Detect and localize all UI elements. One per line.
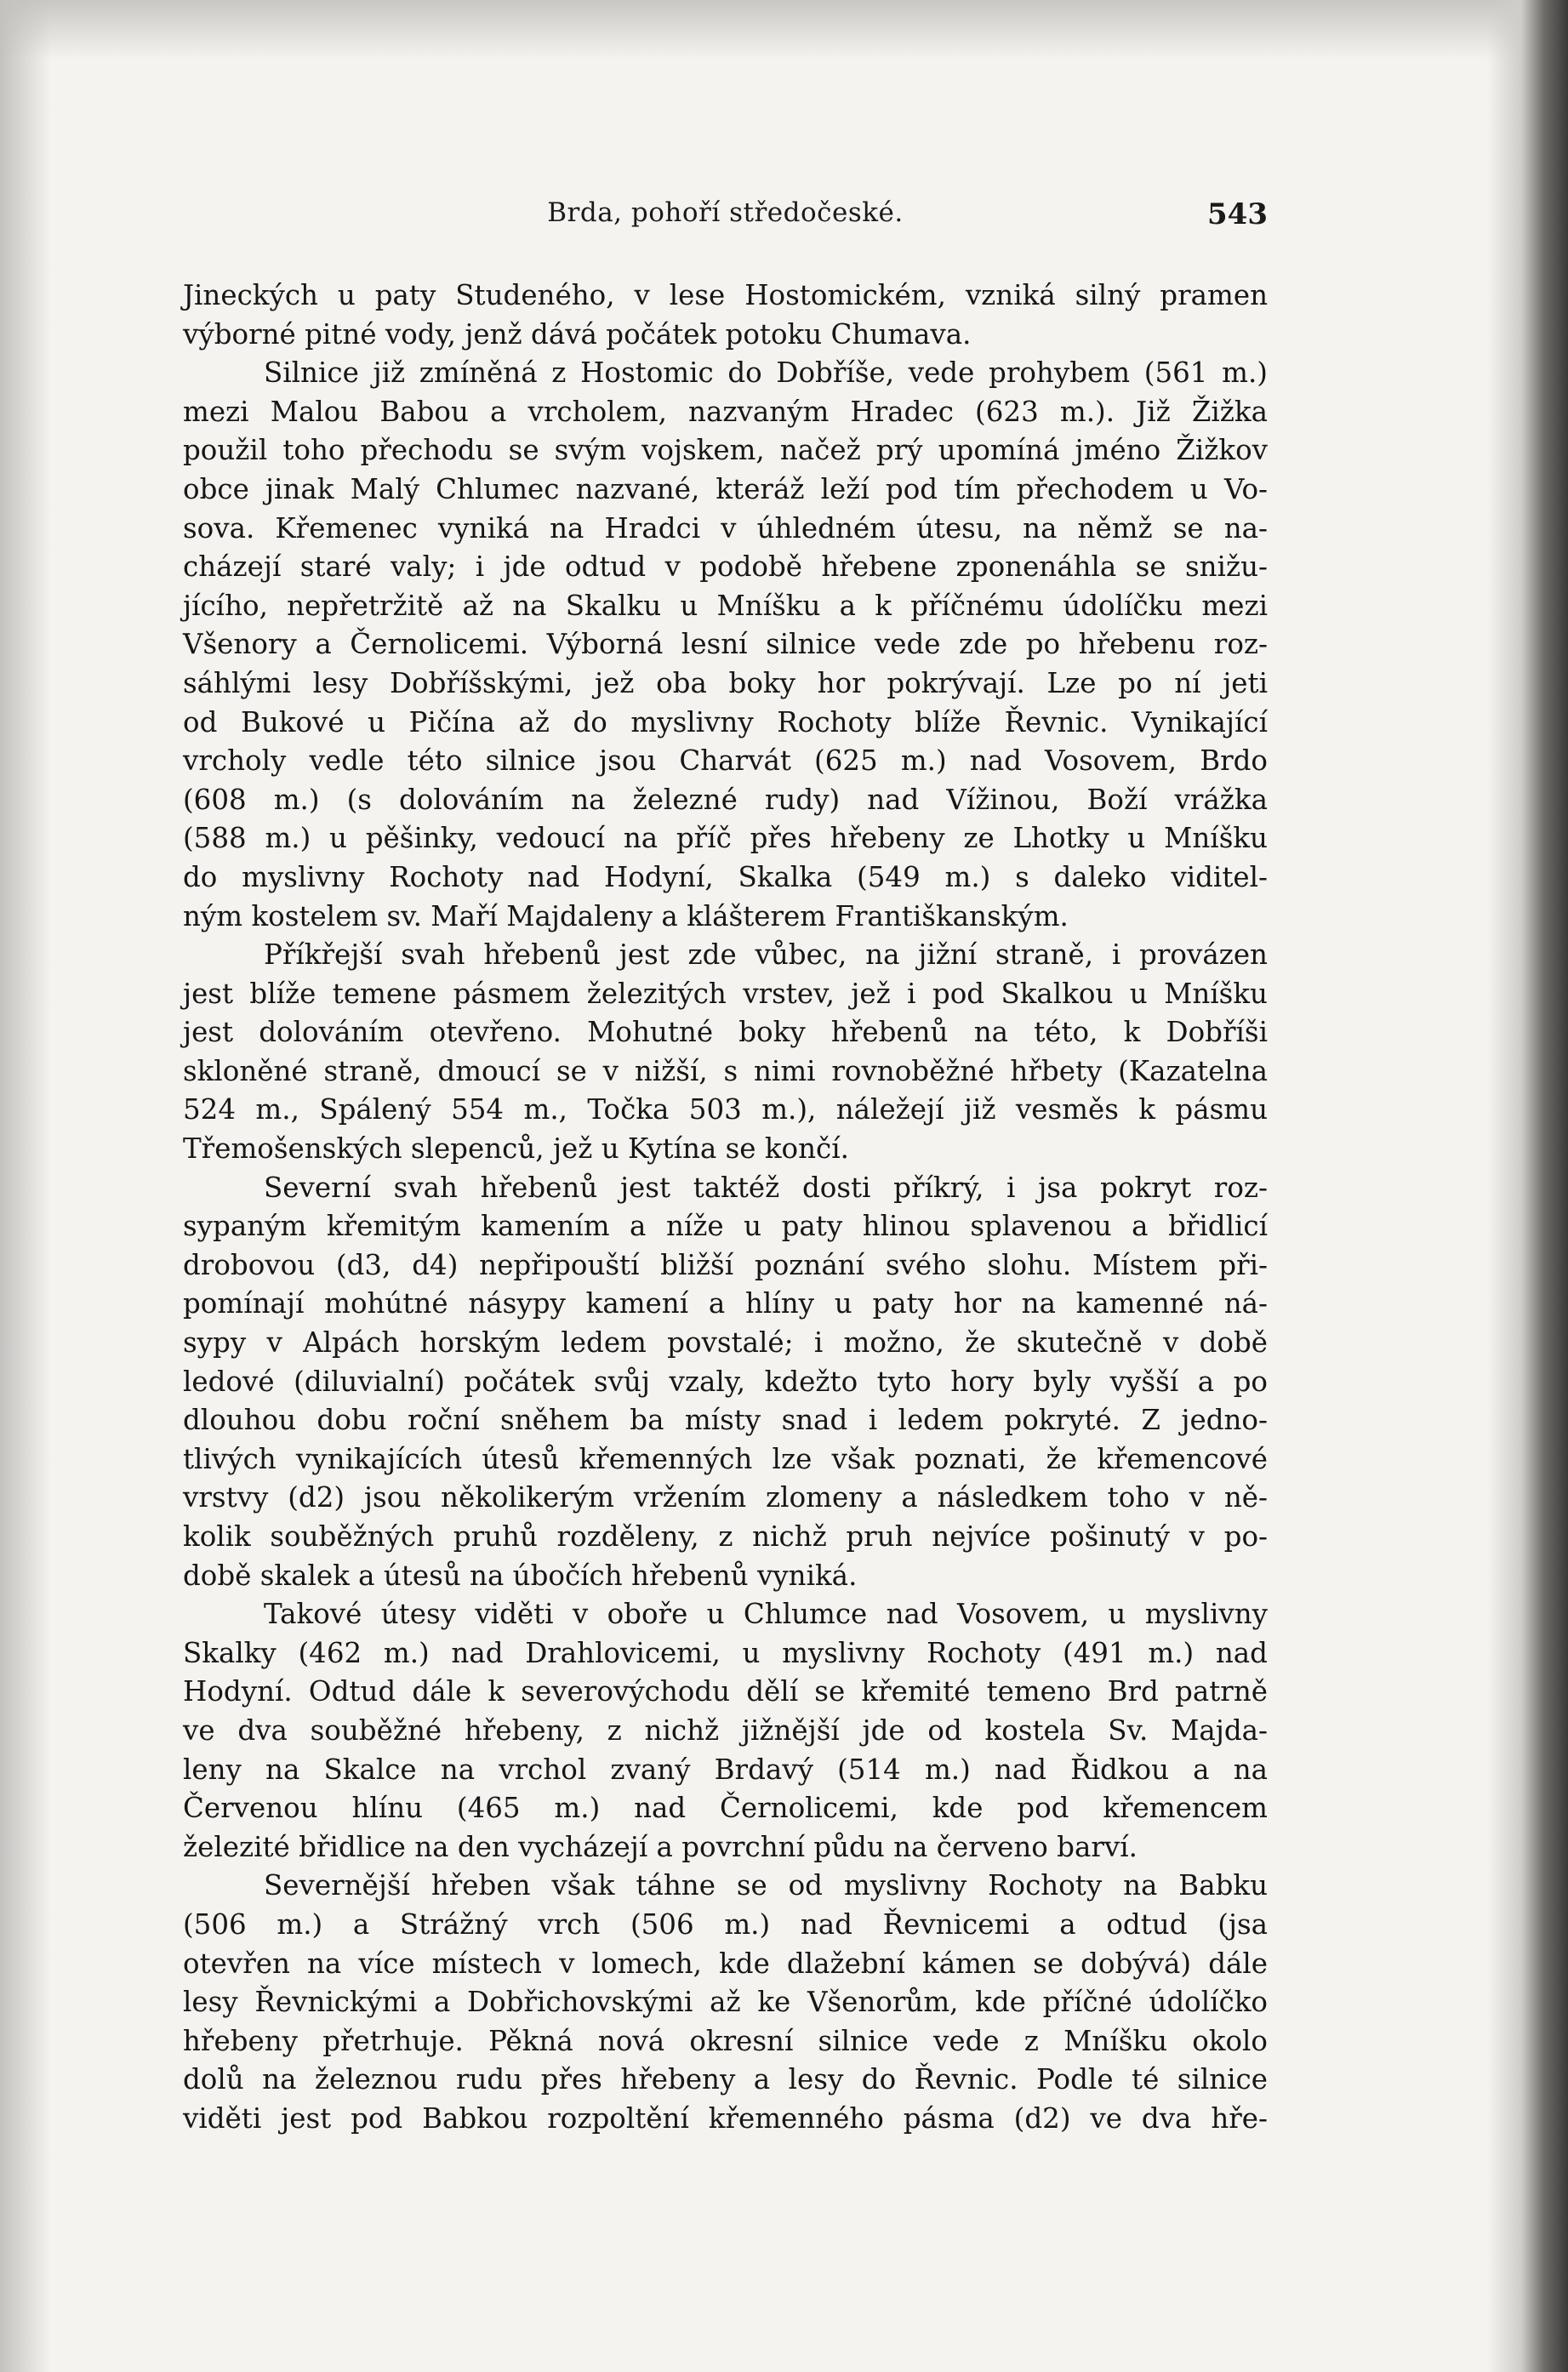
paragraph-1	[183, 277, 1268, 354]
text-line: Takové útesy viděti v oboře u Chlumce nad Vosovem, u myslivny	[264, 1598, 1268, 1631]
text-line: hřebeny přetrhuje. Pěkná nová okresní silnice vede z Mníšku okolo	[183, 2024, 1268, 2057]
text-line: ným kostelem sv. Maří Majdaleny a klášterem Františkanským.	[183, 899, 1069, 932]
scan-shadow-top	[0, 0, 1568, 60]
text-line: sáhlými lesy Dobříšskými, jež oba boky hor pokrývají. Lze po ní jeti	[183, 666, 1268, 699]
text-line: dlouhou dobu roční sněhem ba místy snad i ledem pokryté. Z jedno-	[183, 1404, 1268, 1437]
text-line: lesy Řevnickými a Dobřichovskými až ke Všenorům, kde příčné údolíčko	[183, 1986, 1268, 2019]
text-line: Hodyní. Odtud dále k severovýchodu dělí se křemité temeno Brd patrně	[183, 1675, 1268, 1708]
text-line: sova. Křemenec vyniká na Hradci v úhledném útesu, na němž se na-	[183, 511, 1268, 545]
text-line: od Bukové u Pičína až do myslivny Rochoty blíže Řevnic. Vynikající	[183, 705, 1268, 738]
text-line: železité břidlice na den vycházejí a povrchní půdu na červeno barví.	[183, 1830, 1138, 1863]
text-line: 524 m., Spálený 554 m., Točka 503 m.), náležejí již vesměs k pásmu	[183, 1093, 1268, 1126]
text-line: Všenory a Černolicemi. Výborná lesní silnice vede zde po hřebenu roz-	[183, 628, 1268, 661]
scan-shadow-right	[1487, 0, 1568, 2372]
paragraph-4	[183, 1169, 1268, 1596]
text-line: (588 m.) u pěšinky, vedoucí na příč přes hřebeny ze Lhotky u Mníšku	[183, 822, 1268, 855]
text-line: obce jinak Malý Chlumec nazvané, kteráž leží pod tím přechodem u Vo-	[183, 472, 1268, 505]
text-line: otevřen na více místech v lomech, kde dlažební kámen se dobývá) dále	[183, 1947, 1268, 1980]
text-line: dolů na železnou rudu přes hřebeny a lesy do Řevnic. Podle té silnice	[183, 2063, 1268, 2096]
running-title: Brda, pohoří středočeské.	[547, 197, 904, 228]
text-line: Severní svah hřebenů jest taktéž dosti příkrý, i jsa pokryt roz-	[264, 1171, 1268, 1204]
text-line: Severnější hřeben však táhne se od myslivny Rochoty na Babku	[264, 1869, 1268, 1902]
text-line: Skalky (462 m.) nad Drahlovicemi, u myslivny Rochoty (491 m.) nad	[183, 1636, 1268, 1669]
text-line: sypy v Alpách horským ledem povstalé; i možno, že skutečně v době	[183, 1326, 1268, 1360]
scan-shadow-left	[0, 0, 51, 2372]
page-header	[183, 197, 1268, 245]
text-line: jest dolováním otevřeno. Mohutné boky hřebenů na této, k Dobříši	[183, 1016, 1268, 1049]
text-line: použil toho přechodu se svým vojskem, načež prý upomíná jméno Žižkov	[183, 434, 1268, 467]
paragraph-6	[183, 1867, 1268, 2138]
text-line: Jineckých u paty Studeného, v lese Hostomickém, vzniká silný pramen	[183, 279, 1268, 311]
text-line: jícího, nepřetržitě až na Skalku u Mníšku a k příčnému údolíčku mezi	[183, 589, 1268, 622]
text-line: viděti jest pod Babkou rozpoltění křemenného pásma (d2) ve dva hře-	[183, 2101, 1268, 2135]
paragraph-2	[183, 354, 1268, 936]
text-line: drobovou (d3, d4) nepřipouští bližší poznání svého slohu. Místem při-	[183, 1248, 1268, 1281]
paragraph-3	[183, 936, 1268, 1169]
text-line: ledové (diluvialní) počátek svůj vzaly, kdežto tyto hory byly vyšší a po	[183, 1365, 1268, 1398]
page-number: 543	[1207, 197, 1268, 231]
text-line: mezi Malou Babou a vrcholem, nazvaným Hradec (623 m.). Již Žižka	[183, 395, 1268, 428]
text-line: kolik souběžných pruhů rozděleny, z nichž pruh nejvíce pošinutý v po-	[183, 1520, 1268, 1553]
text-line: skloněné straně, dmoucí se v nižší, s nimi rovnoběžné hřbety (Kazatelna	[183, 1054, 1268, 1087]
text-line: cházejí staré valy; i jde odtud v podobě hřebene zponenáhla se snižu-	[183, 550, 1268, 584]
paragraph-5	[183, 1595, 1268, 1867]
body-text	[183, 277, 1268, 2139]
text-line: sypaným křemitým kamením a níže u paty hlinou splavenou a břidlicí	[183, 1210, 1268, 1243]
text-line: Červenou hlínu (465 m.) nad Černolicemi, kde pod křemencem	[183, 1792, 1268, 1825]
text-line: pomínají mohútné násypy kamení a hlíny u paty hor na kamenné ná-	[183, 1287, 1268, 1320]
text-line: tlivých vynikajících útesů křemenných lze však poznati, že křemencové	[183, 1442, 1268, 1475]
text-line: výborné pitné vody, jenž dává počátek potoku Chumava.	[183, 317, 972, 351]
text-line: Silnice již zmíněná z Hostomic do Dobříše, vede prohybem (561 m.)	[264, 356, 1268, 390]
text-line: jest blíže temene pásmem železitých vrstev, jež i pod Skalkou u Mníšku	[183, 977, 1268, 1010]
text-line: Třemošenských slepenců, jež u Kytína se končí.	[183, 1132, 849, 1166]
text-line: době skalek a útesů na úbočích hřebenů vyniká.	[183, 1559, 858, 1592]
text-line: leny na Skalce na vrchol zvaný Brdavý (514 m.) nad Řidkou a na	[183, 1753, 1268, 1786]
text-line: do myslivny Rochoty nad Hodyní, Skalka (549 m.) s daleko viditel-	[183, 860, 1268, 893]
text-line: (608 m.) (s dolováním na železné rudy) nad Vížinou, Boží vrážka	[183, 783, 1268, 816]
text-line: vrcholy vedle této silnice jsou Charvát (625 m.) nad Vosovem, Brdo	[183, 744, 1268, 778]
text-line: ve dva souběžné hřebeny, z nichž jižnější jde od kostela Sv. Majda-	[183, 1713, 1268, 1747]
text-line: Příkřejší svah hřebenů jest zde vůbec, na jižní straně, i provázen	[264, 938, 1268, 972]
text-line: vrstvy (d2) jsou několikerým vržením zlomeny a následkem toho v ně-	[183, 1481, 1268, 1514]
text-line: (506 m.) a Strážný vrch (506 m.) nad Řevnicemi a odtud (jsa	[183, 1907, 1268, 1941]
